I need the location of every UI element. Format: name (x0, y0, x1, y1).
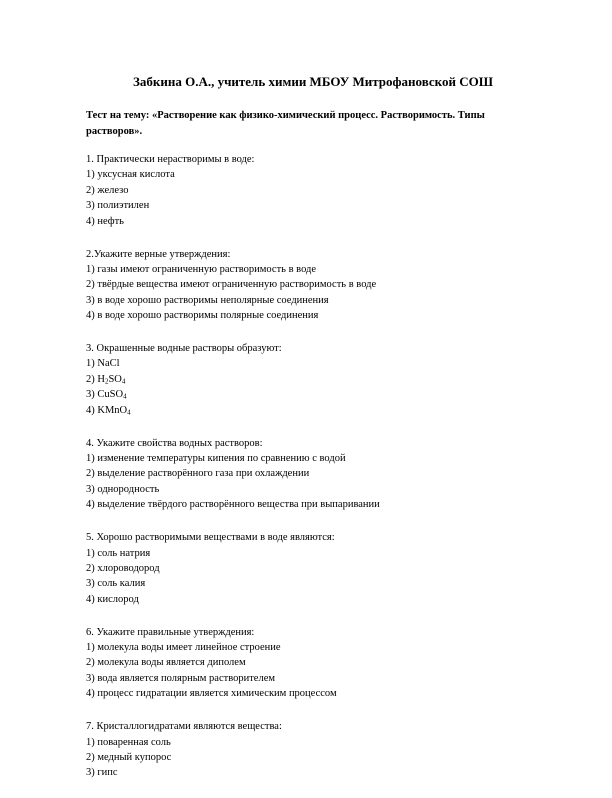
answer-option: 4) нефть (86, 215, 124, 227)
answer-option: 4) выделение твёрдого растворённого вещества при выпаривании (86, 499, 380, 511)
formula-text: H (97, 373, 105, 385)
answer-option: 1) газы имеют ограниченную растворимость в воде (86, 263, 317, 275)
question-title: 6. Укажите правильные утверждения: (86, 626, 255, 638)
answer-option: 4) кислород (86, 593, 139, 605)
question-title: 7. Кристаллогидратами являются вещества: (86, 721, 282, 733)
formula-text: SO (108, 373, 122, 385)
answer-option: 3) однородность (86, 483, 160, 495)
question-title: 3. Окрашенные водные растворы образуют: (86, 343, 282, 355)
option-number: 1) (86, 358, 95, 370)
answer-option: 2) выделение растворённого газа при охлаждении (86, 468, 310, 480)
answer-option: 2) твёрдые вещества имеют ограниченную растворимость в воде (86, 279, 377, 291)
question-list (86, 152, 556, 798)
answer-option: 1) уксусная кислота (86, 169, 175, 181)
answer-option: 1) молекула воды имеет линейное строение (86, 642, 281, 654)
question-5 (86, 530, 556, 607)
formula-subscript: 4 (123, 392, 127, 401)
test-topic: Тест на тему: «Растворение как физико-химический процесс. Растворимость. Типы растворов». (86, 110, 485, 137)
question-1 (86, 152, 556, 229)
answer-option-formula (86, 387, 556, 402)
answer-option-formula (86, 403, 556, 418)
formula-text: NaCl (97, 358, 120, 370)
option-number: 2) (86, 373, 95, 385)
question-7 (86, 719, 556, 781)
option-number: 3) (86, 389, 95, 401)
answer-option: 4) в воде хорошо растворимы полярные соединения (86, 310, 319, 322)
answer-option: 2) медный купорос (86, 752, 172, 763)
answer-option: 1) изменение температуры кипения по сравнению с водой (86, 453, 346, 464)
question-4 (86, 436, 556, 513)
question-2 (86, 247, 556, 324)
question-title: 2.Укажите верные утверждения: (86, 248, 231, 260)
answer-option-formula (86, 372, 556, 387)
formula-subscript: 2 (104, 377, 109, 386)
formula-text: CuSO (97, 389, 124, 401)
question-title: 4. Укажите свойства водных растворов: (86, 437, 263, 449)
answer-option: 2) железо (86, 184, 129, 196)
question-3 (86, 341, 556, 418)
answer-option: 2) хлороводород (86, 562, 160, 574)
question-6 (86, 625, 556, 702)
answer-option: 2) молекула воды является диполем (86, 657, 246, 669)
answer-option: 1) соль натрия (86, 547, 151, 559)
formula-text: KMnO (97, 404, 128, 416)
answer-option: 3) гипс (86, 767, 118, 779)
formula-subscript: 4 (121, 377, 126, 386)
author-line: Забкина О.А., учитель химии МБОУ Митрофановской СОШ (133, 74, 493, 89)
answer-option: 4) процесс гидратации является химическим процессом (86, 688, 337, 700)
answer-option: 1) поваренная соль (86, 736, 171, 748)
question-title: 1. Практически нерастворимы в воде: (86, 154, 255, 165)
answer-option: 3) вода является полярным растворителем (86, 672, 275, 684)
answer-option-formula (86, 356, 556, 371)
answer-option: 3) соль калия (86, 578, 146, 590)
question-title: 5. Хорошо растворимыми веществами в воде являются: (86, 532, 335, 544)
option-number: 4) (86, 404, 95, 416)
formula-subscript: 4 (127, 408, 131, 417)
answer-option: 3) полиэтилен (86, 200, 150, 212)
answer-option: 3) в воде хорошо растворимы неполярные соединения (86, 294, 329, 306)
